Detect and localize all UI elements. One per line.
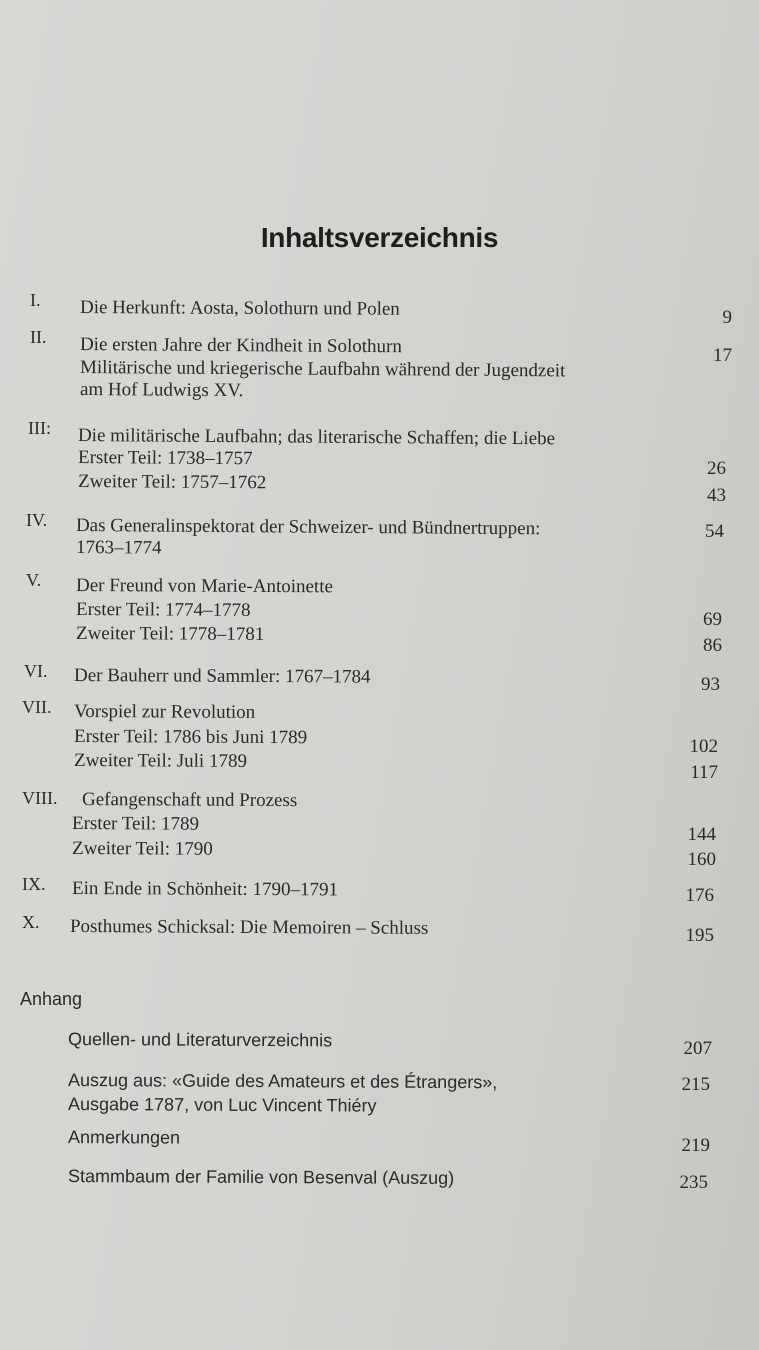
chapter-title: Vorspiel zur Revolution — [73, 701, 256, 723]
chapter-title: Die Herkunft: Aosta, Solothurn und Polen — [79, 297, 400, 320]
chapter-title: Die militärische Laufbahn; das literarische Schaffen; die Liebe — [77, 425, 556, 450]
subpart-line: Erster Teil: 1789 — [71, 813, 200, 835]
page-number: 43 — [707, 485, 726, 506]
page-title: Inhaltsverzeichnis — [260, 222, 499, 253]
chapter-number: VI. — [24, 661, 48, 681]
chapter-number: IX. — [22, 874, 46, 894]
chapter-title-line: 1763–1774 — [75, 537, 162, 559]
appendix-heading: Anhang — [20, 989, 83, 1009]
appendix-item: Stammbaum der Familie von Besenval (Auszug) — [67, 1166, 455, 1189]
chapter-number: II. — [30, 327, 47, 347]
page-number: 219 — [681, 1135, 710, 1156]
chapter-number: IV. — [26, 510, 48, 530]
subpart-line: Erster Teil: 1774–1778 — [75, 599, 251, 621]
subpart-line: Erster Teil: 1786 bis Juni 1789 — [73, 726, 308, 749]
chapter-title-line: am Hof Ludwigs XV. — [79, 379, 244, 402]
chapter-title: Die ersten Jahre der Kindheit in Solothurn — [79, 334, 402, 358]
page-number: 86 — [703, 635, 722, 656]
page-number: 54 — [705, 521, 724, 542]
page-number: 93 — [701, 674, 720, 695]
subpart-line: Zweiter Teil: 1757–1762 — [77, 471, 267, 494]
chapter-title: Ein Ende in Schönheit: 1790–1791 — [71, 878, 339, 901]
page-number: 9 — [722, 307, 732, 328]
chapter-title: Der Freund von Marie-Antoinette — [75, 575, 334, 598]
page-number: 160 — [687, 849, 716, 870]
appendix-item-line: Ausgabe 1787, von Luc Vincent Thiéry — [67, 1094, 377, 1116]
chapter-number: V. — [26, 570, 42, 590]
page-number: 195 — [685, 925, 714, 946]
chapter-title-line: Militärische und kriegerische Laufbahn während der Jugendzeit — [79, 357, 566, 382]
page-number: 207 — [683, 1038, 712, 1059]
page-number: 117 — [690, 762, 718, 783]
subpart-line: Zweiter Teil: 1790 — [71, 838, 213, 860]
chapter-title: Das Generalinspektorat der Schweizer- und Bündnertruppen: — [75, 515, 541, 540]
chapter-number: VII. — [22, 697, 52, 717]
page-number: 235 — [679, 1172, 708, 1193]
subpart-line: Zweiter Teil: 1778–1781 — [75, 623, 265, 645]
page-number: 17 — [713, 345, 732, 366]
page-number: 215 — [681, 1074, 710, 1095]
subpart-line: Zweiter Teil: Juli 1789 — [73, 750, 248, 772]
page-number: 176 — [685, 885, 714, 906]
appendix-item: Quellen- und Literaturverzeichnis — [67, 1029, 333, 1051]
chapter-number: VIII. — [22, 788, 58, 808]
subpart-line: Erster Teil: 1738–1757 — [77, 447, 253, 470]
chapter-number: III: — [28, 418, 51, 438]
chapter-number: I. — [30, 290, 41, 310]
chapter-title: Der Bauherr und Sammler: 1767–1784 — [73, 665, 371, 688]
chapter-title: Posthumes Schicksal: Die Memoiren – Schluss — [69, 916, 429, 939]
page-number: 69 — [703, 609, 722, 630]
page-number: 144 — [687, 824, 716, 845]
page-number: 102 — [689, 736, 718, 757]
appendix-item: Auszug aus: «Guide des Amateurs et des Étrangers», — [67, 1070, 498, 1093]
chapter-title: Gefangenschaft und Prozess — [81, 789, 298, 812]
appendix-item: Anmerkungen — [67, 1127, 181, 1148]
chapter-number: X. — [22, 912, 40, 932]
page-number: 26 — [707, 458, 726, 479]
